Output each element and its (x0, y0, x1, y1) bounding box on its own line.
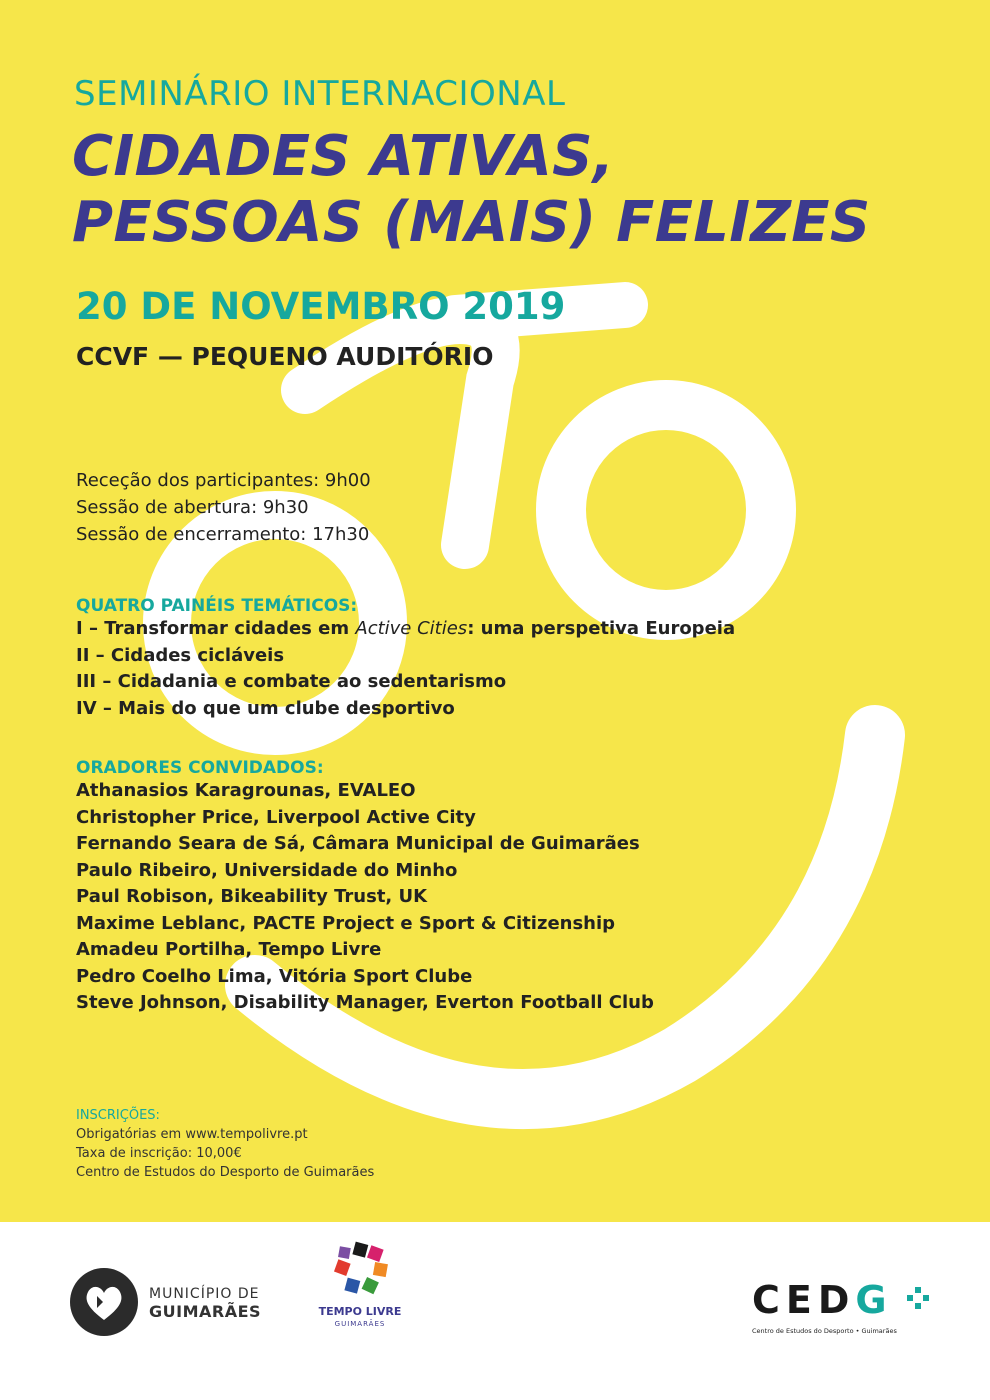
cedg-letters: CED (752, 1278, 856, 1322)
panels-section (76, 596, 735, 722)
event-type: SEMINÁRIO INTERNACIONAL (74, 74, 566, 114)
schedule-item: Sessão de abertura: 9h30 (76, 497, 309, 518)
event-date: 20 DE NOVEMBRO 2019 (76, 285, 566, 328)
panel-item-suffix: : uma perspetiva Europeia (467, 618, 736, 639)
municipio-heart-logo-icon (70, 1268, 138, 1336)
schedule-item: Receção dos participantes: 9h00 (76, 470, 371, 491)
title-line-1: CIDADES ATIVAS, (72, 124, 615, 189)
speaker-item: Maxime Leblanc, PACTE Project e Sport & Citizenship (76, 912, 616, 934)
speakers-list (76, 778, 654, 1017)
registration-line: Taxa de inscrição: 10,00€ (76, 1146, 242, 1161)
registration-section (76, 1106, 374, 1182)
speaker-item: Pedro Coelho Lima, Vitória Sport Clube (76, 965, 473, 987)
registration-line: Obrigatórias em www.tempolivre.pt (76, 1127, 308, 1142)
municipio-line-1: MUNICÍPIO DE (149, 1286, 260, 1302)
cedg-g-letter: G (855, 1278, 893, 1322)
panels-heading: QUATRO PAINÉIS TEMÁTICOS: (76, 596, 358, 616)
municipio-line-2: GUIMARÃES (149, 1302, 262, 1321)
panel-item (76, 616, 735, 643)
registration-line: Centro de Estudos do Desporto de Guimarães (76, 1165, 375, 1180)
schedule-item: Sessão de encerramento: 17h30 (76, 524, 370, 545)
cedg-logo (752, 1278, 893, 1322)
registration-heading: INSCRIÇÕES: (76, 1108, 160, 1123)
cedg-plus-icon (907, 1287, 929, 1309)
speaker-item: Paulo Ribeiro, Universidade do Minho (76, 859, 458, 881)
event-title (72, 124, 870, 256)
speaker-item: Fernando Seara de Sá, Câmara Municipal de Guimarães (76, 833, 640, 854)
municipio-logo-text (149, 1285, 261, 1322)
panel-item-italic: Active Cities (355, 618, 468, 639)
cedg-subtitle: Centro de Estudos do Desporto • Guimarães (752, 1327, 897, 1335)
event-venue: CCVF — PEQUENO AUDITÓRIO (76, 342, 494, 371)
speakers-section (76, 758, 654, 1017)
speaker-item: Athanasios Karagrounas, EVALEO (76, 780, 416, 801)
tempo-livre-name: TEMPO LIVRE (318, 1305, 402, 1318)
panel-item: III – Cidadania e combate ao sedentarismo (76, 671, 507, 692)
tempo-livre-subtitle: GUIMARÃES (334, 1320, 386, 1328)
speaker-item: Steve Johnson, Disability Manager, Everton Football Club (76, 992, 654, 1013)
panel-item: IV – Mais do que um clube desportivo (76, 697, 455, 719)
tempo-livre-logo-icon (334, 1241, 390, 1299)
panel-item-prefix: I – Transformar cidades em (76, 618, 356, 639)
panels-list (76, 616, 735, 722)
speaker-item: Christopher Price, Liverpool Active City (76, 806, 476, 828)
schedule (76, 467, 371, 548)
title-line-2: PESSOAS (MAIS) FELIZES (72, 190, 871, 255)
speaker-item: Paul Robison, Bikeability Trust, UK (76, 886, 428, 907)
speaker-item: Amadeu Portilha, Tempo Livre (76, 939, 382, 960)
speakers-heading: ORADORES CONVIDADOS: (76, 758, 324, 778)
panel-item: II – Cidades cicláveis (76, 644, 285, 666)
